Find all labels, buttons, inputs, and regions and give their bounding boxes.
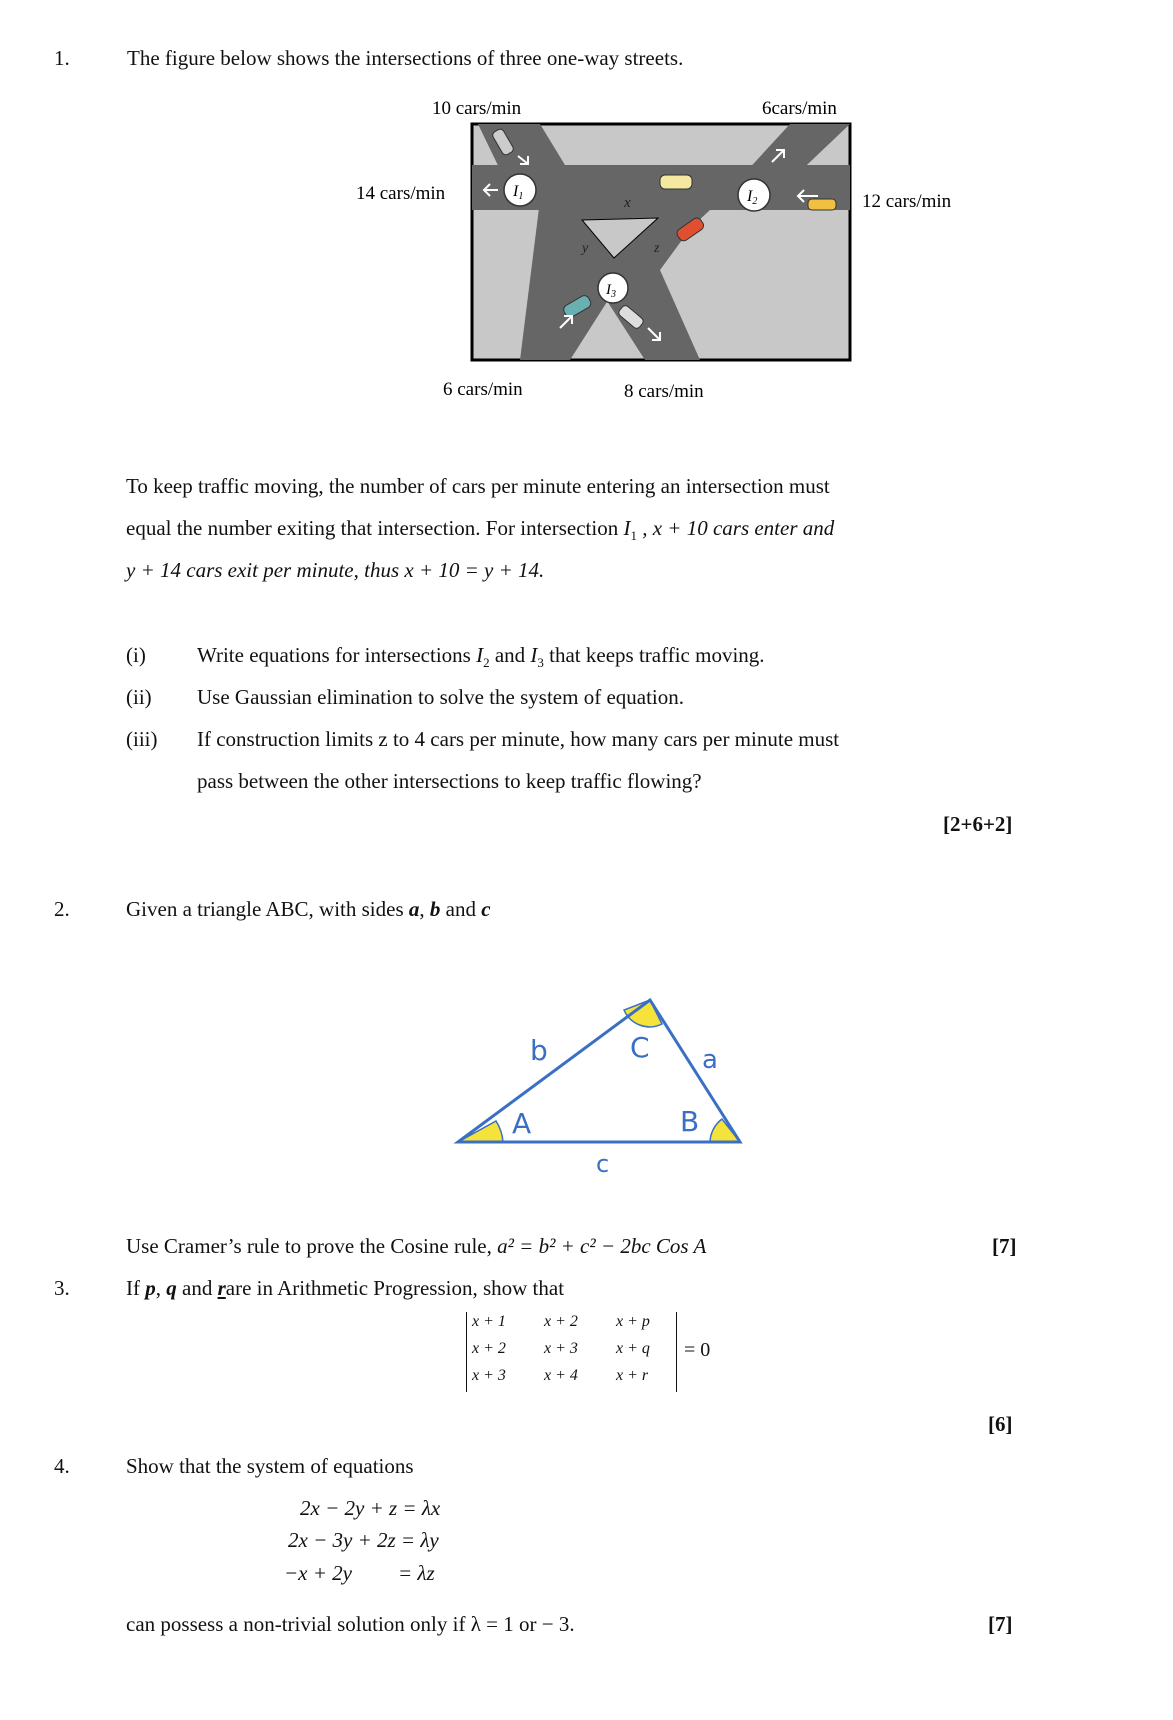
var-x-label: x [624, 195, 631, 211]
q4-conclusion: can possess a non-trivial solution only if λ = 1 or − 3. [126, 1612, 575, 1636]
determinant-row [472, 1308, 688, 1335]
q1-para-text-b: , x + 10 cars enter and [636, 516, 835, 540]
q2-sep2: and [440, 897, 482, 921]
q1-intro: The figure below shows the intersections of three one-way streets. [127, 46, 684, 70]
part-i-I3: I [530, 643, 538, 667]
q2-side-b: b [429, 897, 441, 921]
var-z-label: z [654, 241, 660, 256]
triangle-label-B: B [680, 1105, 700, 1138]
q4-equation-1: 2x − 2y + z = λx [300, 1496, 441, 1520]
traffic-intersection-figure [0, 0, 1173, 420]
q4-equation-2: 2x − 3y + 2z = λy [288, 1528, 439, 1552]
part-i-sub2: 2 [483, 655, 490, 671]
triangle-label-b: b [530, 1034, 548, 1067]
determinant-left-bar [466, 1312, 467, 1392]
triangle-abc-figure [0, 980, 1173, 1200]
q2-cramer-text [126, 1234, 706, 1259]
q3-var-r: r [217, 1276, 226, 1300]
q3-sep1: , [155, 1276, 167, 1300]
i2-label: I2 [747, 188, 758, 207]
triangle-label-A: A [512, 1107, 532, 1140]
part-text-iii-line2: pass between the other intersections to keep traffic flowing? [197, 769, 702, 793]
part-text-i [197, 643, 765, 671]
det-cell: x + p [616, 1312, 650, 1330]
q3-var-p: p [145, 1276, 156, 1300]
q1-para-i: I [623, 516, 631, 540]
q2-text-a: Given a triangle ABC, with sides [126, 897, 409, 921]
det-cell: x + 3 [472, 1366, 506, 1384]
q2-sep1: , [419, 897, 430, 921]
part-i-I2: I [476, 643, 484, 667]
q4-equation-3-rhs: = λz [398, 1561, 435, 1585]
determinant [466, 1308, 726, 1398]
question-number-2: 2. [54, 897, 70, 921]
q2-intro [126, 897, 491, 922]
q1-marks: [2+6+2] [943, 812, 1013, 836]
q3-sep2: and [176, 1276, 218, 1300]
q2-side-c: c [481, 897, 491, 921]
part-i-text-a: Write equations for intersections [197, 643, 477, 667]
q4-marks: [7] [988, 1612, 1013, 1636]
det-cell: x + 2 [472, 1339, 506, 1357]
q2-side-a: a [408, 897, 420, 921]
cosine-rule-equation: a² = b² + c² − 2bc Cos A [497, 1234, 707, 1258]
q2-cramer-label: Use Cramer’s rule to prove the Cosine rule, [126, 1234, 498, 1258]
det-cell: x + q [616, 1339, 650, 1357]
det-cell: x + r [616, 1366, 649, 1384]
triangle-label-c: c [596, 1150, 610, 1178]
det-cell: x + 2 [544, 1312, 578, 1330]
q1-paragraph-line3: y + 14 cars exit per minute, thus x + 10 = y + 14. [126, 558, 545, 582]
var-y-label: y [582, 241, 589, 256]
car-icon [660, 175, 692, 189]
det-cell: x + 4 [544, 1366, 578, 1384]
q1-para-text: equal the number exiting that intersection. For intersection [126, 516, 624, 540]
part-text-iii: If construction limits z to 4 cars per minute, how many cars per minute must [197, 727, 840, 751]
part-text-ii: Use Gaussian elimination to solve the system of equation. [197, 685, 684, 709]
question-number-1: 1. [54, 46, 70, 70]
q1-para-i-sub: 1 [630, 528, 637, 544]
angle-b-fill [710, 1119, 740, 1142]
label-6-cars-bottom: 6 cars/min [443, 379, 523, 400]
q3-var-q: q [166, 1276, 177, 1300]
label-10-cars: 10 cars/min [432, 98, 522, 119]
det-cell: x + 1 [472, 1312, 506, 1330]
q4-intro: Show that the system of equations [126, 1454, 414, 1478]
i1-label: I1 [513, 183, 524, 202]
part-label-ii: (ii) [126, 685, 152, 709]
q1-paragraph-line2 [126, 516, 834, 544]
part-i-text-b: and [489, 643, 531, 667]
i3-label: $I_3$ [606, 282, 616, 300]
determinant-equals-zero: = 0 [684, 1339, 711, 1361]
part-label-i: (i) [126, 643, 146, 667]
part-i-sub3: 3 [537, 655, 544, 671]
q1-paragraph-line1: To keep traffic moving, the number of cars per minute entering an intersection must [126, 474, 830, 498]
question-number-4: 4. [54, 1454, 70, 1478]
label-6-cars-top: 6cars/min [762, 98, 837, 119]
det-cell: x + 3 [544, 1339, 578, 1357]
triangle-label-a: a [702, 1045, 718, 1075]
triangle-label-C: C [630, 1031, 650, 1064]
part-i-text-c: that keeps traffic moving. [543, 643, 765, 667]
q3-text-a: If [126, 1276, 146, 1300]
determinant-row [472, 1362, 688, 1389]
q3-marks: [6] [988, 1412, 1013, 1436]
question-number-3: 3. [54, 1276, 70, 1300]
q2-marks: [7] [992, 1234, 1017, 1258]
q4-equation-3-lhs: −x + 2y [284, 1561, 352, 1585]
determinant-row [472, 1335, 688, 1362]
q3-text-b: are in Arithmetic Progression, show that [225, 1276, 565, 1300]
label-14-cars: 14 cars/min [356, 183, 446, 204]
label-12-cars: 12 cars/min [862, 191, 952, 212]
q3-intro [126, 1276, 564, 1301]
car-icon [808, 199, 836, 210]
label-8-cars: 8 cars/min [624, 381, 704, 402]
part-label-iii: (iii) [126, 727, 158, 751]
